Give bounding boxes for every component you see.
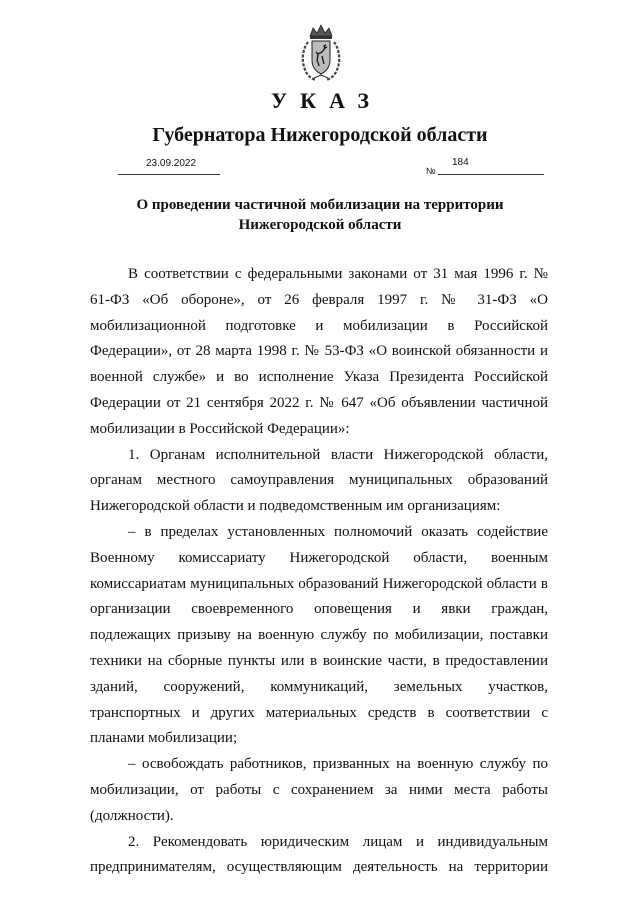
decree-date: 23.09.2022 [146, 158, 197, 169]
body-paragraph: – в пределах установленных полномочий оказать содействие Военному комиссариату Нижегородской области, военным комиссариатам муниципальных образований Нижегородской области в организации своевременного оповещения и явки граждан, подлежащих призыву на военную службу по мобилизации, поставки техники на сборные пункты или в воинские части, в предоставлении зданий, сооружений, коммуникаций, земельных участков, транспортных и других материальных средств в соответствии с планами мобилизации; [90, 523, 548, 747]
body-paragraph: – освобождать работников, призванных на военную службу по мобилизации, от работы с сохранением за ними места работы (должности). [90, 756, 548, 824]
date-underline [118, 174, 220, 175]
decree-number: 184 [452, 157, 469, 168]
decree-subject [120, 195, 520, 235]
decree-body [90, 262, 548, 881]
issuer-heading: Губернатора Нижегородской области [152, 124, 488, 146]
subject-line-1: О проведении частичной мобилизации на территории [136, 197, 504, 213]
subject-line-2: Нижегородской области [238, 217, 402, 233]
nizhny-novgorod-coat-of-arms-icon [298, 22, 344, 82]
body-paragraph: В соответствии с федеральными законами от 31 мая 1996 г. № 61-ФЗ «Об обороне», от 26 февраля 1997 г. № 31-ФЗ «О мобилизационной подготовке и мобилизации в Российской Федерации», от 28 марта 1998 г. № 53-ФЗ «О воинской обязанности и военной службе» и во исполнение Указа Президента Российской Федерации от 21 сентября 2022 г. № 647 «Об объявлении частичной мобилизации в Российской Федерации»: [90, 266, 548, 437]
body-paragraph: 2. Рекомендовать юридическим лицам и индивидуальным предпринимателям, осуществляющим деятельность на территории [90, 833, 548, 876]
body-paragraph: 1. Органам исполнительной власти Нижегородской области, органам местного самоуправления муниципальных образований Нижегородской области и подведомственным им организациям: [90, 446, 548, 515]
decree-type-heading: УКАЗ [270, 88, 383, 113]
number-label: № [426, 166, 436, 176]
number-underline [438, 174, 544, 175]
